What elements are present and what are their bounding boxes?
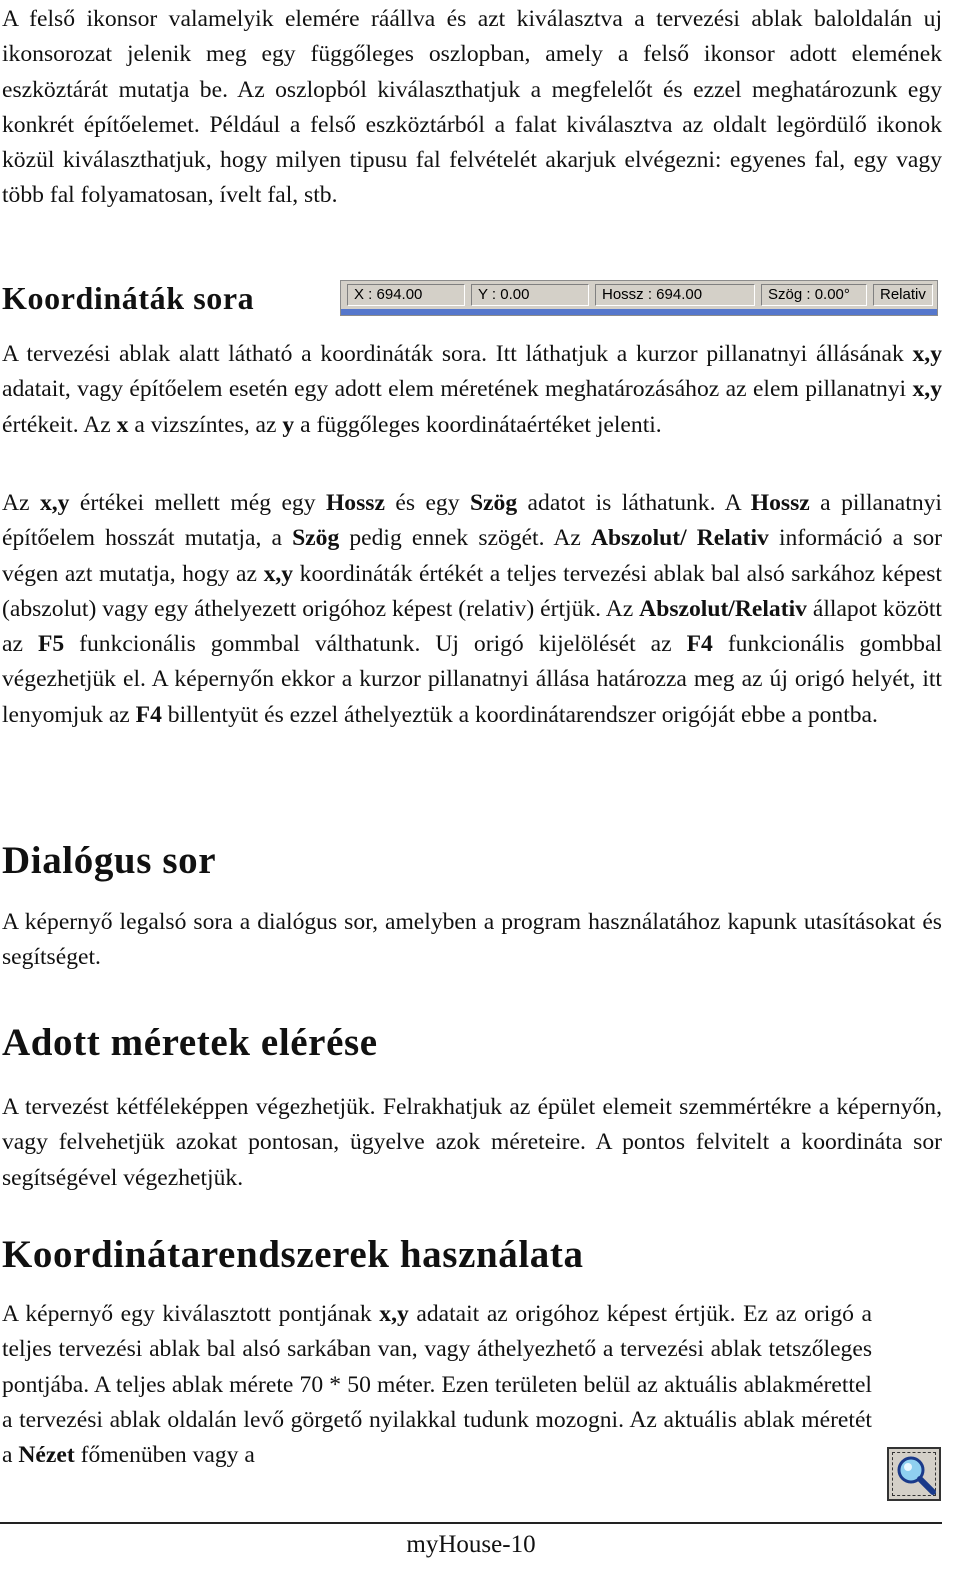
intro-paragraph: A felső ikonsor valamelyik elemére ráállva és azt kiválasztva a tervezési ablak baloldalán uj ikonsorozat jelenik meg egy függőleges oszlopban, amely a felső ikonsor adott elemének eszköztárát mutatja be. Az oszlopból kiválaszthatjuk a megfelelőt és ezzel meghatározunk egy konkrét építőelemet. Például a felső eszköztárból a falat kiválasztva az oldalt legördülő ikonok közül kiválaszthatjuk, hogy milyen tipusu fal felvételét akarjuk elvégezni: egyenes fal, egy vagy több fal folyamatosan, ívelt fal, stb. (2, 6, 942, 209)
koordinatarendszerek-paragraph: A képernyő egy kiválasztott pontjának x,y adatait az origóhoz képest értjük. Ez az origó a teljes tervezési ablak bal alsó sarkában van, vagy áthelyezhető a tervezési ablak tetszőleges pontjába. A teljes ablak mérete 70 * 50 méter. Ezen területen belül az aktuális ablakmérettel a tervezési ablak oldalán levő görgető nyilakkal tudunk mozogni. Az aktuális ablak méretét a Nézet főmenüben vagy a (2, 1301, 872, 1469)
page-footer: myHouse-10 (406, 1531, 536, 1558)
coord-szog-field: Szög : 0.00° (761, 284, 867, 306)
koordinatak-paragraph-2: Az x,y értékei mellett még egy Hossz és egy Szög adatot is láthatunk. A Hossz a pillanatnyi építőelem hosszát mutatja, a Szög pedig ennek szögét. Az Abszolut/ Relativ információ a sor végen azt mutatja, hogy az x,y koordináták értékét a teljes tervezési ablak bal alsó sarkához képest (abszolut) vagy egy áthelyezett origóhoz képest (relativ) értjük. Az Abszolut/Relativ állapot között az F5 funkcionális gommbal válthatunk. Uj origó kijelölését az F4 funkcionális gombbal végezhetjük el. A képernyőn ekkor a kurzor pillanatnyi állása határozza meg az új origó helyét, itt lenyomjuk az F4 billentyüt és ezzel áthelyeztük a koordinátarendszer origóját ebbe a pontba. (2, 490, 943, 728)
coord-hossz-field: Hossz : 694.00 (595, 284, 755, 306)
heading-adott-meretek: Adott méretek elérése (2, 1021, 378, 1064)
zoom-magnifier-icon (887, 1447, 941, 1501)
coordinate-bar-screenshot (340, 280, 938, 316)
coord-y-field: Y : 0.00 (471, 284, 589, 306)
heading-koordinatak-sora: Koordináták sora (2, 280, 255, 316)
coord-mode-field: Relativ (873, 284, 933, 306)
coordbar-accent-line (341, 309, 937, 315)
heading-dialogus-sor: Dialógus sor (2, 839, 217, 882)
dialogus-paragraph: A képernyő legalsó sora a dialógus sor, amelyben a program használatához kapunk utasításokat és segítséget. (2, 909, 942, 971)
heading-koordinatarendszerek: Koordinátarendszerek használata (2, 1233, 584, 1276)
coord-x-field: X : 694.00 (347, 284, 465, 306)
koordinatak-paragraph-1: A tervezési ablak alatt látható a koordináták sora. Itt láthatjuk a kurzor pillanatnyi állásának x,y adatait, vagy építőelem esetén egy adott elem méretének meghatározásához az elem pillanatnyi x,y értékeit. Az x a vizszíntes, az y a függőleges koordinátaértéket jelenti. (2, 341, 942, 438)
adott-meretek-paragraph: A tervezést kétféleképpen végezhetjük. Felrakhatjuk az épület elemeit szemmértékre a képernyőn, vagy felvehetjük azokat pontosan, ügyelve azok méreteire. A pontos felvitelt a koordináta sor segítségével végezhetjük. (2, 1094, 942, 1191)
footer-rule (0, 1522, 942, 1524)
